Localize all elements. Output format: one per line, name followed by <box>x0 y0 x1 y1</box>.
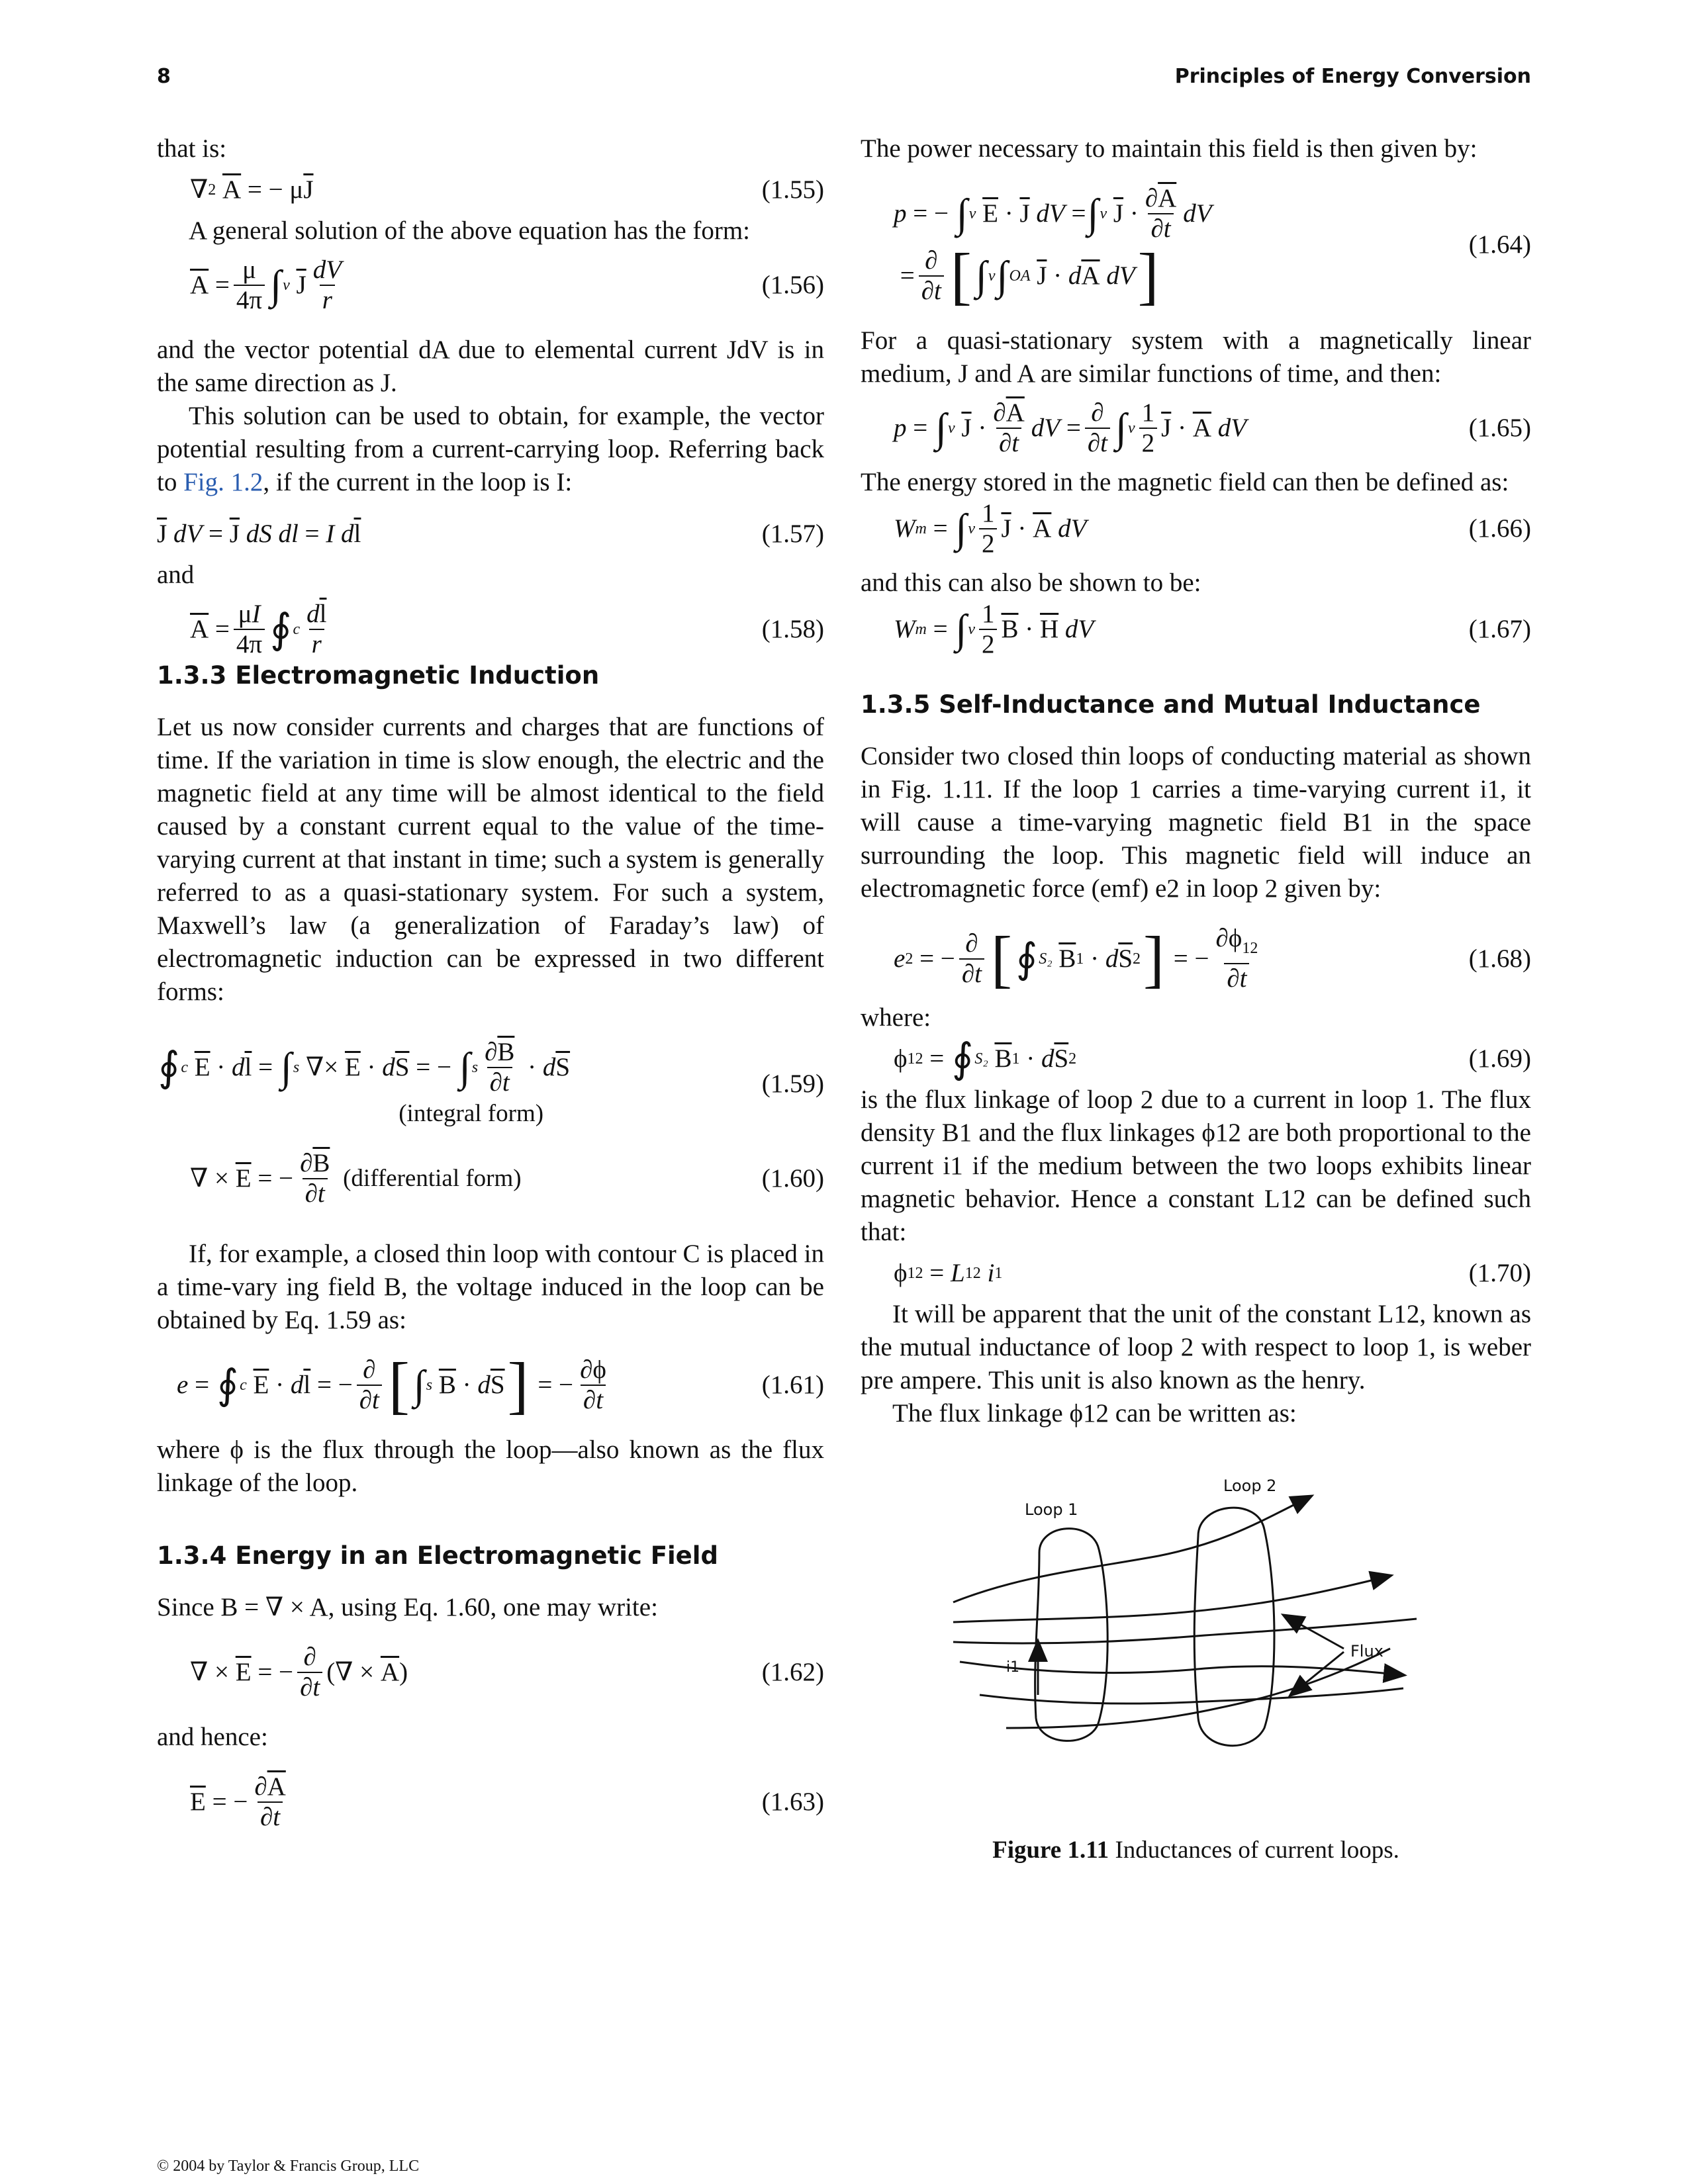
section-heading-1-3-3: 1.3.3 Electromagnetic Induction <box>157 661 600 690</box>
text-and: and <box>157 561 195 589</box>
equation-number: (1.65) <box>1468 414 1531 442</box>
loop-1 <box>1035 1529 1108 1741</box>
paragraph-power: The power necessary to maintain this field is then given by: <box>861 134 1477 163</box>
paragraph-mutual-inductance: It will be apparent that the unit of the constant L12, known as the mutual inductance of loop 2 with respect to loop 1, is weber pre ampere. This unit is also known as the henry. <box>861 1300 1531 1394</box>
field-line <box>953 1619 1417 1643</box>
section-heading-1-3-4: 1.3.4 Energy in an Electromagnetic Field <box>157 1541 718 1570</box>
equation-number: (1.69) <box>1468 1044 1531 1073</box>
integral-form-label: (integral form) <box>399 1100 544 1127</box>
paragraph-induction: Let us now consider currents and charges that are functions of time. If the variation in time is slow enough, the electric and the magnetic field at any time will be almost identical to the field caused by a constant current equal to the value of the time-varying current at that instant in time; such a system is generally referred to as a quasi-stationary system. For such a system, Maxwell’s law (a generalization of Faraday’s law) of electromagnetic induction can be expressed in two different forms: <box>157 713 824 1006</box>
flux-pointer <box>1284 1615 1344 1649</box>
flux-label: Flux <box>1350 1642 1383 1661</box>
section-heading-1-3-5: 1.3.5 Self-Inductance and Mutual Inductance <box>861 690 1481 719</box>
equation-1-67: W m = ∫ v $\frac{1}{2}$ $\overline{B}$ · $\overline{H}$ dV (1.67) <box>894 600 1531 659</box>
current-label: i1 <box>1006 1659 1020 1676</box>
left-column <box>157 132 824 1832</box>
text-that-is: that is: <box>157 134 227 163</box>
paragraph-solution: This solution can be used to obtain, for example, the vector potential resulting from a current-carrying loop. Referring back to Fig. 1.2, if the current in the loop is I: <box>157 402 824 496</box>
equation-number: (1.68) <box>1468 944 1531 973</box>
equation-number: (1.60) <box>761 1164 824 1193</box>
copyright-footer: © 2004 by Taylor & Francis Group, LLC <box>157 2158 420 2175</box>
book-title: Principles of Energy Conversion <box>1174 65 1531 88</box>
equation-number: (1.63) <box>761 1788 824 1816</box>
equation-1-59: ∮ c $\overline{E}$ · d $\overline{l}$ = ∫ s ∇× $\overline{E}$ · d $\overline{S}$ = − ∫ s $\frac{\partial\overline{B}}{\partial t}$ · d $\overline{S}$ (integral form) (1.59) <box>157 1038 824 1130</box>
equation-number: (1.56) <box>761 271 824 299</box>
figure-1-11 <box>861 1477 1531 1821</box>
equation-1-62: ∇ × $\overline{E}$ = − $\frac{\partial}{\partial t}$ (∇ × $\overline{A}$ ) (1.62) <box>190 1643 824 1702</box>
text-and-hence: and hence: <box>157 1723 268 1751</box>
equation-number: (1.59) <box>761 1069 824 1098</box>
equation-number: (1.64) <box>1468 230 1531 259</box>
equation-1-65: p = ∫ v $\overline{J}$ · $\frac{\partial\overline{A}}{\partial t}$ dV = $\frac{\partial}{\partial t}$ ∫ v $\frac{1}{2}$ $\overline{J}$ · $\overline{A}$ dV (1.65) <box>894 398 1531 457</box>
text-where: where: <box>861 1003 931 1032</box>
paragraph-general-solution: A general solution of the above equation has the form: <box>189 216 751 245</box>
field-line <box>953 1576 1390 1622</box>
equation-1-55: ∇ 2 $\overline{A}$ = − μ $\overline{J}$ (1.55) <box>157 173 824 206</box>
differential-form-label: (differential form) <box>343 1165 522 1192</box>
field-line <box>953 1496 1311 1602</box>
paragraph-shown: and this can also be shown to be: <box>861 569 1201 597</box>
equation-number: (1.70) <box>1468 1259 1531 1287</box>
equation-1-66: W m = ∫ v $\frac{1}{2}$ $\overline{J}$ · $\overline{A}$ dV (1.66) <box>894 499 1531 558</box>
equation-1-56: $\overline{A}$ = $\frac{\mu}{4\pi}$ ∫ v $\overline{J}$ $\frac{dV}{r}$ (1.56) <box>190 255 824 314</box>
paragraph-flux: where ϕ is the flux through the loop—also known as the flux linkage of the loop. <box>157 1435 824 1497</box>
running-head <box>157 65 1531 105</box>
page-number: 8 <box>157 65 171 88</box>
equation-number: (1.61) <box>761 1371 824 1399</box>
equation-number: (1.57) <box>761 520 824 548</box>
paragraph-since: Since B = ∇ × A, using Eq. 1.60, one may write: <box>157 1593 658 1621</box>
equation-1-64: p = − ∫ v $\overline{E}$ · $\overline{J}$ dV = ∫ v $\overline{J}$ · $\frac{\partial\overline{A}}{\partial t}$ dV = $\frac{\partial}{\partial t}$ [ ∫ v ∫ O A $\overline{J}$ · d $\overline{A}$ dV ] (1.64) <box>894 184 1531 311</box>
paragraph-written: The flux linkage ϕ12 can be written as: <box>892 1399 1297 1428</box>
right-column <box>861 132 1531 1867</box>
equation-number: (1.58) <box>761 615 824 643</box>
field-line <box>980 1688 1403 1704</box>
figure-reference-link[interactable]: Fig. 1.2 <box>183 468 263 496</box>
equation-number: (1.62) <box>761 1658 824 1686</box>
equation-1-70: ϕ 12 = L 12 i 1 (1.70) <box>861 1257 1531 1290</box>
paragraph-loop: If, for example, a closed thin loop with contour C is placed in a time-vary ing field B, the voltage induced in the loop can be obtained by Eq. 1.59 as: <box>157 1240 824 1334</box>
paragraph-energy: The energy stored in the magnetic field can then be defined as: <box>861 468 1509 496</box>
equation-1-57: $\overline{J}$ dV = $\overline{J}$ dS dl = I d $\overline{l}$ (1.57) <box>157 518 824 551</box>
inductance-loops-diagram <box>940 1477 1443 1754</box>
paragraph-flux-linkage: is the flux linkage of loop 2 due to a current in loop 1. The flux density B1 and the flux linkages ϕ12 are both proportional to the current i1 if the medium between the two loops exhibits linear magnetic behavior. Hence a constant L12 can be defined such that: <box>861 1085 1531 1246</box>
equation-1-58: $\overline{A}$ = $\frac{\mu I}{4\pi}$ ∮ c $\frac{d\overline{l}}{r}$ (1.58) <box>190 600 824 659</box>
equation-1-68: e 2 = − $\frac{\partial}{\partial t}$ [ ∮ S₂ $\overline{B}$ 1 · d $\overline{S}$ 2 ] = − $\frac{\partial\phi_{12}}{\partial t}$ (1.68) <box>894 923 1531 994</box>
equation-1-60: ∇ × $\overline{E}$ = − $\frac{\partial\overline{B}}{\partial t}$ (differential form) (1.60) <box>190 1149 824 1208</box>
equation-number: (1.67) <box>1468 615 1531 643</box>
figure-caption: Figure 1.11 Inductances of current loops. <box>992 1837 1399 1864</box>
loop-2-label: Loop 2 <box>1223 1477 1277 1495</box>
equation-number: (1.55) <box>761 175 824 204</box>
loop-1-label: Loop 1 <box>1025 1500 1078 1519</box>
paragraph-quasi-stationary: For a quasi-stationary system with a magnetically linear medium, J and A are similar functions of time, and then: <box>861 326 1531 388</box>
equation-1-69: ϕ 12 = ∮ S₂ $\overline{B}$ 1 · d $\overline{S}$ 2 (1.69) <box>894 1036 1531 1081</box>
equation-1-61: e = ∮ c $\overline{E}$ · d $\overline{l}$ = − $\frac{\partial}{\partial t}$ [ ∫ s $\overline{B}$ · d $\overline{S}$ ] = − $\frac{\partial\phi}{\partial t}$ (1.61) <box>177 1349 824 1420</box>
paragraph-vector-potential: and the vector potential dA due to elemental current JdV is in the same direction as J. <box>157 336 824 397</box>
equation-number: (1.66) <box>1468 514 1531 543</box>
paragraph-loops: Consider two closed thin loops of conducting material as shown in Fig. 1.11. If the loop 1 carries a time-varying current i1, it will cause a time-varying magnetic field B1 in the space surrounding the loop. This magnetic field will induce an electromagnetic force (emf) e2 in loop 2 given by: <box>861 742 1531 903</box>
equation-1-63: $\overline{E}$ = − $\frac{\partial\overline{A}}{\partial t}$ (1.63) <box>190 1772 824 1831</box>
